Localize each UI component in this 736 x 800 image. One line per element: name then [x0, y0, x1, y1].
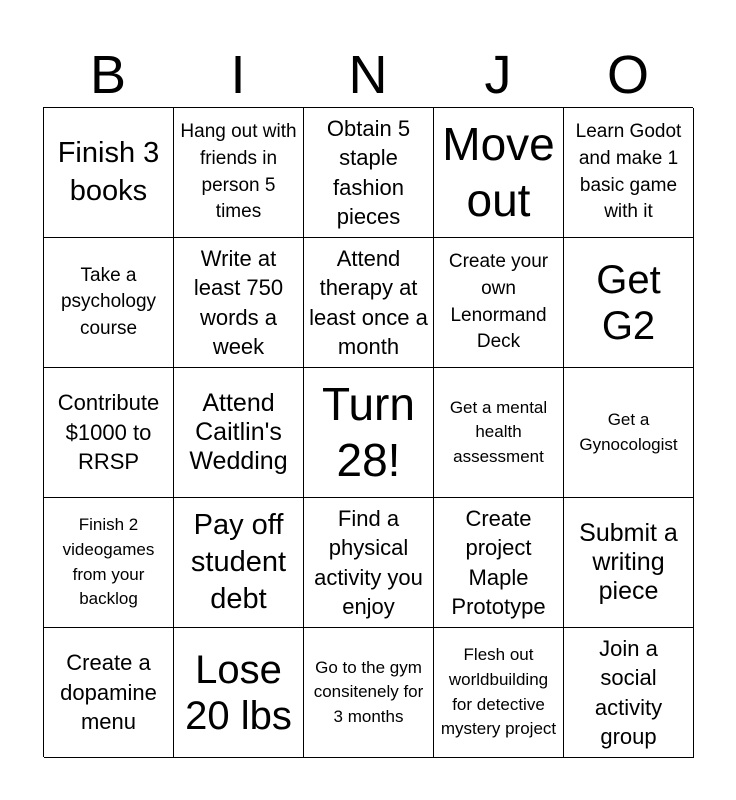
bingo-cell-r5-c2[interactable] — [174, 628, 304, 758]
cell-text: Create your own Lenormand Deck — [448, 251, 549, 353]
cell-text: Attend Caitlin's Wedding — [189, 388, 288, 476]
bingo-header — [43, 42, 693, 108]
bingo-cell-r4-c2[interactable] — [174, 498, 304, 628]
cell-text: Submit a writing piece — [579, 518, 678, 606]
bingo-cell-r3-c5[interactable] — [564, 368, 694, 498]
bingo-cell-r3-c3[interactable] — [304, 368, 434, 498]
cell-text: Write at least 750 words a week — [193, 245, 284, 359]
cell-text: Finish 2 videogames from your backlog — [62, 515, 155, 609]
header-letter-n: N — [348, 45, 388, 105]
cell-text: Take a psychology course — [60, 264, 157, 339]
bingo-cell-r1-c4[interactable] — [434, 108, 564, 238]
bingo-cell-r3-c4[interactable] — [434, 368, 564, 498]
header-letter-j: J — [484, 45, 512, 105]
bingo-board — [43, 107, 693, 757]
bingo-cell-r5-c4[interactable] — [434, 628, 564, 758]
cell-text: Join a social activity group — [594, 635, 663, 749]
cell-text: Move out — [442, 118, 555, 226]
header-letter-o: O — [606, 45, 649, 105]
bingo-cell-r4-c5[interactable] — [564, 498, 694, 628]
bingo-cell-r2-c5[interactable] — [564, 238, 694, 368]
cell-text: Learn Godot and make 1 basic game with it — [575, 121, 682, 223]
bingo-cell-r5-c5[interactable] — [564, 628, 694, 758]
cell-text: Finish 3 books — [57, 137, 160, 207]
cell-text: Flesh out worldbuilding for detective mystery project — [440, 645, 557, 739]
bingo-cell-r1-c3[interactable] — [304, 108, 434, 238]
bingo-cell-r2-c4[interactable] — [434, 238, 564, 368]
cell-text: Get a mental health assessment — [449, 397, 548, 466]
bingo-cell-r1-c5[interactable] — [564, 108, 694, 238]
cell-text: Get G2 — [596, 257, 661, 348]
bingo-cell-r2-c2[interactable] — [174, 238, 304, 368]
bingo-cell-r4-c3[interactable] — [304, 498, 434, 628]
header-letter-i: I — [230, 45, 246, 105]
cell-text: Get a Gynocologist — [579, 409, 678, 454]
cell-text: Go to the gym consitenely for 3 months — [313, 657, 424, 726]
cell-text: Obtain 5 staple fashion pieces — [326, 115, 411, 229]
bingo-cell-r5-c1[interactable] — [44, 628, 174, 758]
bingo-cell-r1-c1[interactable] — [44, 108, 174, 238]
header-letter-b: B — [89, 45, 127, 105]
cell-text: Lose 20 lbs — [185, 647, 292, 738]
bingo-cell-r2-c3[interactable] — [304, 238, 434, 368]
bingo-cell-r3-c1[interactable] — [44, 368, 174, 498]
bingo-cell-r2-c1[interactable] — [44, 238, 174, 368]
bingo-cell-r1-c2[interactable] — [174, 108, 304, 238]
cell-text: Find a physical activity you enjoy — [314, 505, 423, 619]
bingo-cell-r3-c2[interactable] — [174, 368, 304, 498]
cell-text: Create project Maple Prototype — [451, 505, 546, 619]
cell-text: Create a dopamine menu — [60, 650, 157, 735]
bingo-cell-r5-c3[interactable] — [304, 628, 434, 758]
cell-text: Pay off student debt — [190, 508, 287, 616]
bingo-cell-r4-c1[interactable] — [44, 498, 174, 628]
bingo-cell-r4-c4[interactable] — [434, 498, 564, 628]
cell-text: Contribute $1000 to RRSP — [57, 390, 160, 475]
cell-text: Hang out with friends in person 5 times — [180, 121, 297, 223]
cell-text: Turn 28! — [322, 378, 415, 486]
cell-text: Attend therapy at least once a month — [309, 245, 428, 359]
